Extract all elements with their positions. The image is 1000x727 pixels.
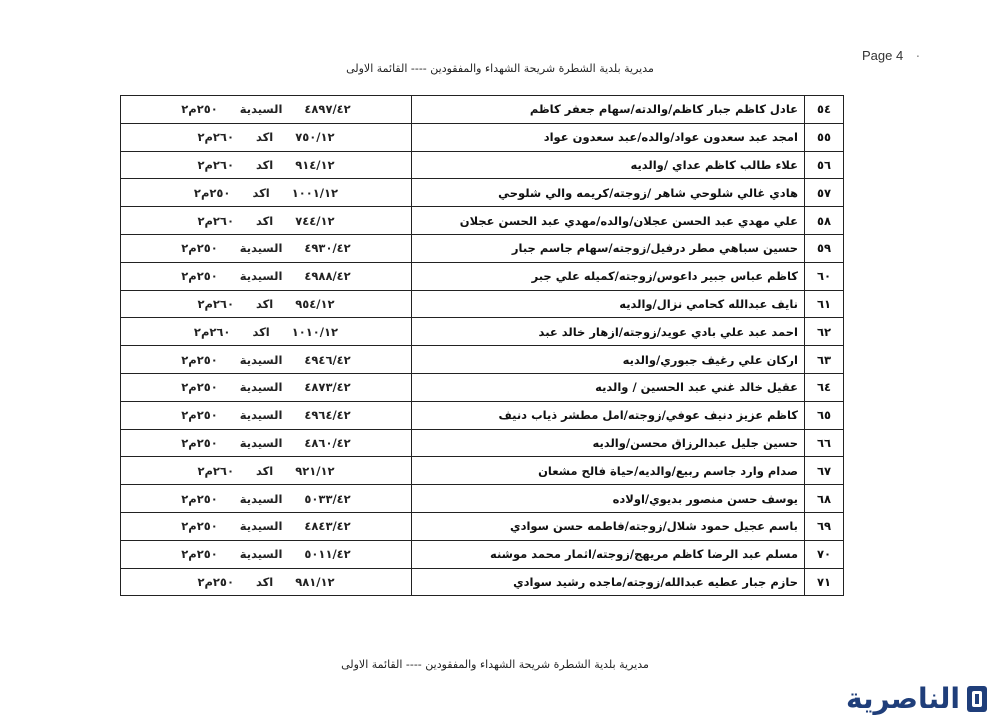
district-name: السيدية [239,352,283,367]
plot-number: ٩٥٤/١٢ [295,296,335,311]
row-number: ٦٤ [805,373,844,401]
row-allocation [121,373,412,401]
district-name: السيدية [239,269,283,284]
plot-area: ٢٥٠م٢ [181,408,218,423]
plot-number: ٧٤٤/١٢ [295,213,335,228]
row-name: نايف عبدالله كحامي نزال/والديه [412,290,805,318]
row-number: ٦٢ [805,318,844,346]
row-name: كاظم عزيز دنيف عوفي/زوجته/امل مطشر ذياب دنيف [412,401,805,429]
table-row [121,207,844,235]
row-number: ٦١ [805,290,844,318]
plot-number: ١٠٠١/١٢ [291,185,339,200]
row-number: ٦٣ [805,346,844,374]
row-name: امجد عبد سعدون عواد/والده/عبد سعدون عواد [412,123,805,151]
district-name: اكد [255,296,274,311]
row-number: ٥٦ [805,151,844,179]
row-name: حسين سباهي مطر درفيل/زوجته/سهام جاسم جبار [412,234,805,262]
plot-area: ٢٦٠م٢ [193,324,231,339]
row-allocation [121,401,412,429]
plot-area: ٢٥٠م٢ [181,491,218,506]
page-mark: . [916,46,920,60]
plot-area: ٢٥٠م٢ [197,574,234,589]
district-name: اكد [255,130,274,145]
plot-area: ٢٦٠م٢ [197,463,234,478]
plot-area: ٢٥٠م٢ [181,269,218,284]
table-row [121,346,844,374]
plot-area: ٢٥٠م٢ [181,435,218,450]
plot-area: ٢٦٠م٢ [197,130,234,145]
row-allocation [121,151,412,179]
district-name: السيدية [239,519,283,534]
plot-area: ٢٥٠م٢ [181,352,218,367]
site-logo [845,680,994,720]
district-name: اكد [252,324,270,339]
row-number: ٥٨ [805,207,844,235]
row-allocation [121,485,412,513]
plot-area: ٢٥٠م٢ [181,547,218,562]
district-name: اكد [255,574,274,589]
row-name: احمد عبد علي بادي عويد/زوجته/ازهار خالد عبد [412,318,805,346]
row-name: مسلم عبد الرضا كاظم مريهج/زوجته/اثمار محمد موشنه [412,540,805,568]
row-number: ٦٩ [805,512,844,540]
table-row [121,123,844,151]
row-allocation [121,512,412,540]
plot-area: ٢٦٠م٢ [197,157,234,172]
row-name: علاء طالب كاظم عداي /والديه [412,151,805,179]
row-name: باسم عجيل حمود شلال/زوجته/فاطمه حسن سوادي [412,512,805,540]
row-number: ٦٧ [805,457,844,485]
table-row [121,96,844,124]
table-row [121,318,844,346]
plot-number: ٤٨٩٧/٤٢ [304,102,351,117]
row-number: ٦٠ [805,262,844,290]
plot-number: ٧٥٠/١٢ [295,130,335,145]
names-table-body [121,96,844,596]
table-row [121,401,844,429]
row-allocation [121,318,412,346]
plot-area: ٢٥٠م٢ [181,102,218,117]
plot-number: ١٠١٠/١٢ [291,324,339,339]
row-allocation [121,262,412,290]
row-name: اركان علي رغيف جبوري/والديه [412,346,805,374]
row-allocation [121,457,412,485]
plot-number: ٤٩٨٨/٤٢ [304,269,351,284]
plot-number: ٤٨٦٠/٤٢ [304,435,351,450]
row-name: حازم جبار عطيه عبدالله/زوجته/ماجده رشيد سوادي [412,568,805,596]
district-name: السيدية [239,102,283,117]
district-name: اكد [255,463,274,478]
plot-number: ٤٨٧٣/٤٢ [304,380,351,395]
row-allocation [121,234,412,262]
plot-number: ٥٠١١/٤٢ [304,547,351,562]
plot-area: ٢٦٠م٢ [197,296,234,311]
row-number: ٦٦ [805,429,844,457]
table-row [121,151,844,179]
plot-area: ٢٦٠م٢ [197,213,234,228]
plot-number: ٥٠٣٣/٤٢ [304,491,351,506]
district-name: السيدية [239,491,283,506]
row-allocation [121,540,412,568]
table-row [121,540,844,568]
row-number: ٦٨ [805,485,844,513]
district-name: السيدية [239,435,283,450]
names-table [120,95,844,596]
plot-area: ٢٥٠م٢ [181,380,218,395]
row-allocation [121,179,412,207]
district-name: اكد [252,185,270,200]
table-row [121,457,844,485]
row-name: عادل كاظم جبار كاظم/والدته/سهام جعفر كاظم [412,96,805,124]
row-name: صدام وارد جاسم ربيع/والديه/حياة فالح مشعان [412,457,805,485]
table-row [121,179,844,207]
table-row [121,290,844,318]
plot-number: ٩٢١/١٢ [295,463,335,478]
logo-text: الناصرية [845,682,960,715]
row-name: يوسف حسن منصور بديوي/اولاده [412,485,805,513]
row-name: عقيل خالد غني عبد الحسين / والديه [412,373,805,401]
row-allocation [121,207,412,235]
table-row [121,512,844,540]
row-allocation [121,290,412,318]
row-name: علي مهدي عبد الحسن عجلان/والده/مهدي عبد الحسن عجلان [412,207,805,235]
plot-number: ٤٨٤٣/٤٢ [304,519,351,534]
table-row [121,429,844,457]
row-allocation [121,568,412,596]
district-name: اكد [255,213,274,228]
row-number: ٧٠ [805,540,844,568]
plot-number: ٤٩٦٤/٤٢ [304,408,351,423]
row-name: هادي غالي شلوحي شاهر /زوجته/كريمه والي شلوحي [412,179,805,207]
table-row [121,485,844,513]
row-number: ٥٥ [805,123,844,151]
table-row [121,373,844,401]
table-row [121,568,844,596]
district-name: السيدية [239,241,283,256]
row-number: ٧١ [805,568,844,596]
row-allocation [121,96,412,124]
plot-area: ٢٥٠م٢ [181,241,218,256]
row-name: حسين جليل عبدالرزاق محسن/والديه [412,429,805,457]
row-allocation [121,429,412,457]
plot-number: ٤٩٤٦/٤٢ [304,352,351,367]
document-header: مديرية بلدية الشطرة شريحة الشهداء والمفقودين ---- القائمة الاولى [346,62,654,75]
row-allocation [121,123,412,151]
row-name: كاظم عباس جبير داعوس/زوجته/كميله علي جبر [412,262,805,290]
row-number: ٥٩ [805,234,844,262]
row-number: ٦٥ [805,401,844,429]
row-allocation [121,346,412,374]
table-row [121,234,844,262]
row-number: ٥٧ [805,179,844,207]
table-row [121,262,844,290]
plot-area: ٢٥٠م٢ [181,519,218,534]
plot-number: ٤٩٣٠/٤٢ [304,241,351,256]
plot-area: ٢٥٠م٢ [193,185,231,200]
plot-number: ٩٨١/١٢ [295,574,335,589]
district-name: السيدية [239,547,283,562]
page-number: Page 4 [862,48,904,63]
plot-number: ٩١٤/١٢ [295,157,335,172]
district-name: السيدية [239,380,283,395]
logo-icon [964,684,990,714]
district-name: السيدية [239,408,283,423]
row-number: ٥٤ [805,96,844,124]
document-footer: مديرية بلدية الشطرة شريحة الشهداء والمفقودين ---- القائمة الاولى [341,658,649,671]
district-name: اكد [255,157,274,172]
